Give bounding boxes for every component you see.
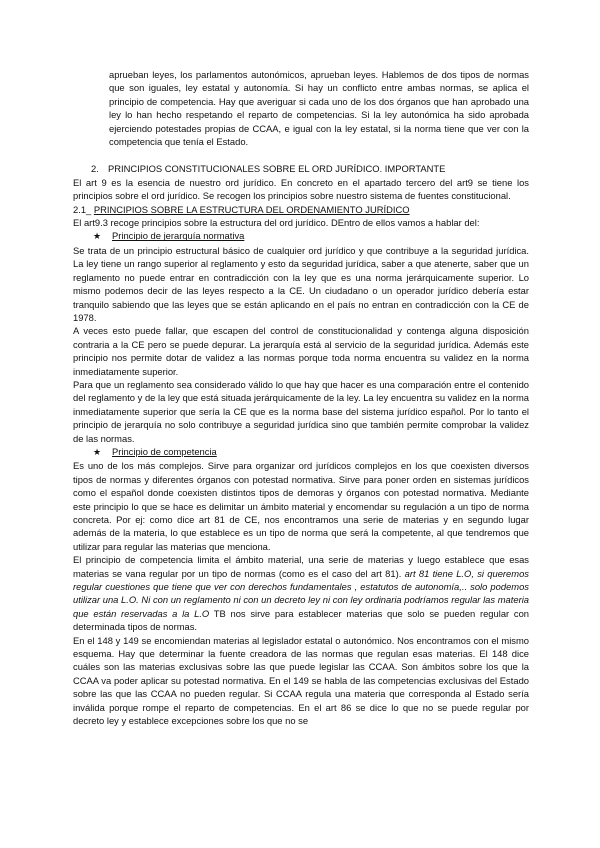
competencia-heading xyxy=(93,445,529,459)
jerarquia-heading xyxy=(93,229,529,243)
section-2-1-paragraph: El art9.3 recoge principios sobre la estructura del ord jurídico. DEntro de ellos vamos a hablar del: xyxy=(73,217,480,229)
jerarquia-title: Principio de jerarquía normativa xyxy=(112,230,245,242)
jerarquia-paragraph-1: Se trata de un principio estructural básico de cualquier ord jurídico y que contribuye a la seguridad jurídica. La ley tiene un rango superior al reglamento y esto da seguridad jurídica, saber a que atenerte, saber que un reglamento no puede entrar en contradicción con la ley que es una norma jerárquicamente superior. Lo mismo podemos decir de las leyes respecto a la CE. Un ciudadano o un operador jurídico debería estar tranquilo sabiendo que las leyes que se están aplicando en el país no entran en contradicción con la CE de 1978. xyxy=(73,244,529,323)
competencia-paragraph-2 xyxy=(73,553,529,633)
jerarquia-paragraph-2: A veces esto puede fallar, que escapen del control de constitucionalidad y contenga alguna disposición contraria a la CE pero se puede depurar. La jerarquía está al servicio de la seguridad jurídica. Además este principio nos permite dotar de validez a las normas porque toda norma encuentra su validez en la norma inmediatamente superior. xyxy=(73,325,529,377)
competencia-paragraph-2-italic: art 81 tiene L.O, si queremos regular cuestiones que tiene que ver con derechos fundamentales , estatutos de autonomía,.. solo podemos utilizar una L.O. Ni con un reglamento ni con un decreto ley ni con ley ordinaria podríamos regular las materia que están reservadas a la L.O xyxy=(73,567,529,619)
section-2-heading xyxy=(73,162,529,175)
intro-paragraph: aprueban leyes, los parlamentos autonómicos, aprueban leyes. Hablemos de dos tipos de normas que son iguales, ley estatal y autonomía. Si hay un conflicto entre ambas normas, se aplica el principio de competencia. Hay que averiguar si cada uno de los dos órganos que han aprobado una ley lo han hecho respetando el reparto de competencias. Si la ley autonómica ha sido aprobada ejerciendo potestades propias de CCAA, e igual con la ley estatal, si la norma tiene que ver con la competencia que tenía el Estado. xyxy=(109,69,529,148)
competencia-paragraph-2-start: El principio de competencia limita el ámbito material, una serie de materias y luego establece que esas materias se vana regular por un tipo de normas (como es el caso del art 81). xyxy=(73,554,529,579)
competencia-title: Principio de competencia xyxy=(112,445,217,457)
section-2-1-number: 2.1_ xyxy=(73,203,92,215)
competencia-paragraph-2-end: TB nos sirve para establecer materias que solo se pueden regular con determinada tipos de normas. xyxy=(73,607,529,633)
document-page xyxy=(73,68,529,728)
section-2-title: PRINCIPIOS CONSTITUCIONALES SOBRE EL ORD JURÍDICO. IMPORTANTE xyxy=(108,163,446,175)
section-2-number: 2. xyxy=(91,163,99,175)
competencia-paragraph-1: Es uno de los más complejos. Sirve para organizar ord jurídicos complejos en los que coexisten diversos tipos de normas y diferentes órganos con potestad normativa. Sirve para poner orden en sistemas jurídicos como el español donde coexisten distintos tipos de demoras y órganos con potestad normativa. Mediante este principio lo que se hace es delimitar un ámbito material y encomendar su regulación a un tipo de norma concreta. Por ej: como dice art 81 de CE, nos encontramos una serie de materias y en segundo lugar además de la materia, lo que establece es un tipo de norma que será la competente, al que tendremos que utilizar para regular las materias que menciona. xyxy=(73,460,529,552)
section-2-1-title: PRINCIPIOS SOBRE LA ESTRUCTURA DEL ORDENAMIENTO JURÍDICO xyxy=(93,203,410,215)
section-2-paragraph: El art 9 es la esencia de nuestro ord jurídico. En concreto en el apartado tercero del art9 se tiene los principios sobre el ord jurídico. Se recogen los principios sobre nuestro sistema de fuentes constitucional. xyxy=(73,176,529,202)
competencia-paragraph-3: En el 148 y 149 se encomiendan materias al legislador estatal o autonómico. Nos encontramos con el mismo esquema. Hay que determinar la fuente creadora de las normas que regulan esas materias. El 148 dice cuáles son las materias exclusivas sobre las que puede legislar las CCAA. Son ámbitos sobre los que la CCAA va poder aplicar su potestad normativa. En el 149 se habla de las competencias exclusivas del Estado sobre las que las CCAA no pueden regular. Si CCAA regula una materia que corresponda al Estado sería inválida porque rompe el reparto de competencias. En el art 86 se dice lo que no se puede regular por decreto ley y establece excepciones sobre los que no se xyxy=(73,634,529,727)
star-bullet-icon: ★ xyxy=(93,231,102,242)
jerarquia-paragraph-3: Para que un reglamento sea considerado válido lo que hay que hacer es una comparación entre el contenido del reglamento y de la ley que está situada jerárquicamente de la ley. La ley encuentra su validez en la norma inmediatamente superior que sería la CE que es la norma base del sistema jurídico español. Por lo tanto el principio de jerarquía no solo contribuye a seguridad jurídica sino que también permite comprobar la validez de las normas. xyxy=(73,378,529,444)
star-bullet-icon: ★ xyxy=(93,446,102,457)
section-2-1-heading xyxy=(73,203,529,216)
